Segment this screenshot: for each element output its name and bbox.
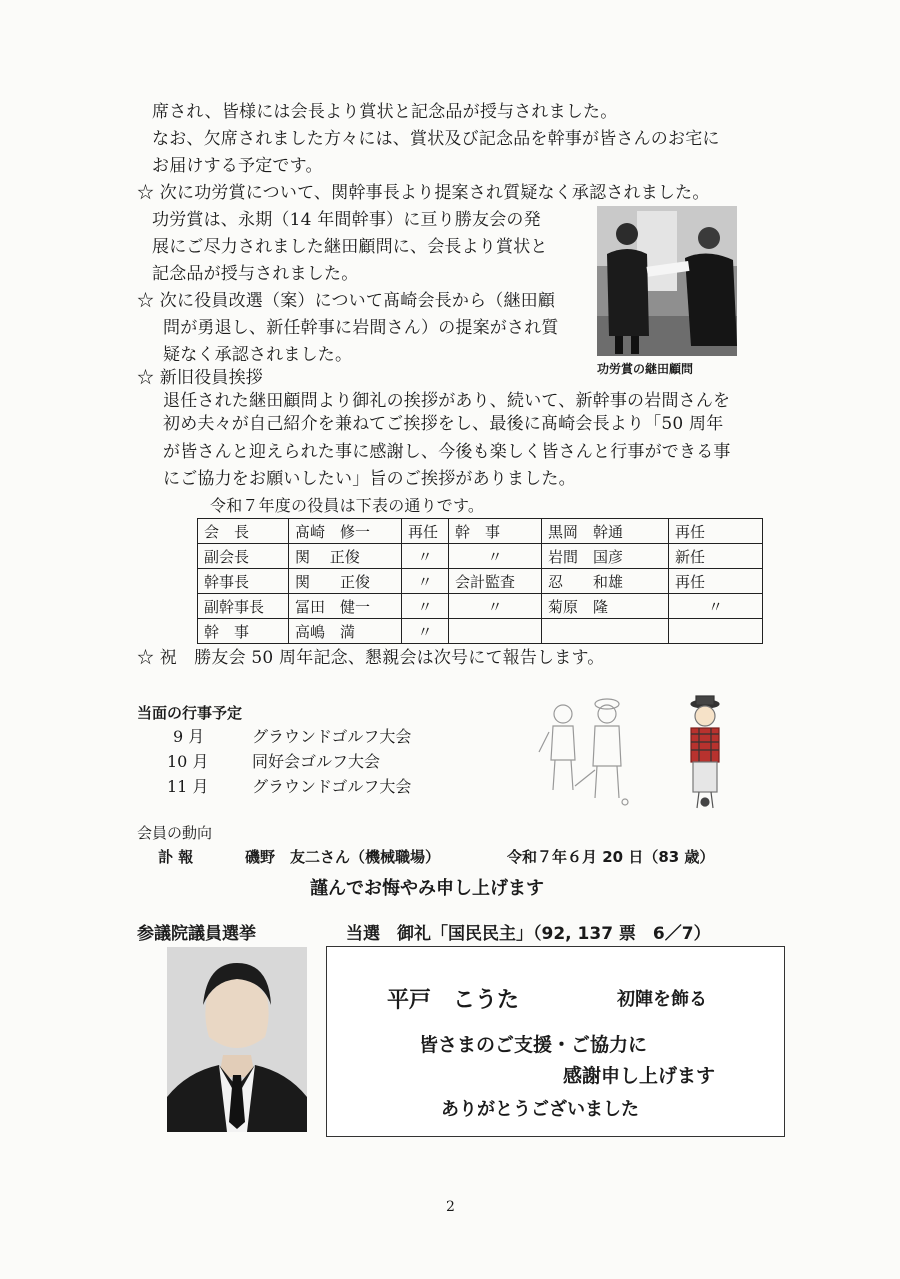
officer-cell: 関 正俊	[289, 544, 402, 569]
officer-cell: 会 長	[198, 519, 289, 544]
table-row	[198, 619, 763, 644]
award-ceremony-photo	[597, 206, 737, 356]
merit-line-2: 展にご尽力されました継田顧問に、会長より賞状と	[152, 237, 548, 257]
officer-cell: 幹事長	[198, 569, 289, 594]
greeting-heading: ☆ 新旧役員挨拶	[137, 368, 264, 388]
officer-cell: 幹 事	[449, 519, 542, 544]
officer-cell: 副幹事長	[198, 594, 289, 619]
officer-cell: 新任	[669, 544, 763, 569]
thanks-line-3: ありがとうございました	[441, 1099, 639, 1120]
obituary-label: 訃 報	[158, 848, 194, 866]
table-row	[198, 569, 763, 594]
officer-cell: 〃	[449, 594, 542, 619]
table-row	[198, 544, 763, 569]
obituary-name: 磯野 友二さん（機械職場）	[245, 848, 441, 866]
thanks-message-box	[326, 946, 785, 1137]
event-name: グラウンドゴルフ大会	[252, 727, 412, 746]
officer-cell: 再任	[669, 519, 763, 544]
event-month: 10 月	[167, 752, 209, 771]
greeting-line-2: 初め夫々が自己紹介を兼ねてご挨拶をし、最後に髙崎会長より「50 周年	[163, 414, 724, 434]
officers-table-intro: 令和７年度の役員は下表の通りです。	[210, 496, 485, 515]
greeting-line-4: にご協力をお願いしたい」旨のご挨拶がありました。	[163, 469, 576, 489]
merit-line-1: 功労賞は、永期（14 年間幹事）に亘り勝友会の発	[152, 210, 541, 230]
officer-cell: 冨田 健一	[289, 594, 402, 619]
officer-cell: 関 正俊	[289, 569, 402, 594]
first-run-label: 初陣を飾る	[617, 989, 707, 1010]
merit-heading: ☆ 次に功労賞について、関幹事長より提案され質疑なく承認されました。	[137, 183, 710, 203]
officer-cell: 〃	[669, 594, 763, 619]
event-month: 9 月	[173, 727, 205, 746]
golfers-illustration	[535, 690, 735, 815]
page-number: 2	[446, 1199, 455, 1215]
condolence-message: 謹んでお悔やみ申し上げます	[310, 878, 544, 899]
officer-cell: 〃	[402, 544, 449, 569]
officer-cell: 菊原 隆	[542, 594, 669, 619]
candidate-name: 平戸 こうた	[387, 988, 520, 1013]
obituary-date: 令和７年６月 20 日（83 歳）	[507, 848, 715, 866]
officer-cell: 再任	[402, 519, 449, 544]
election-line-2: 問が勇退し、新任幹事に岩間さん）の提案がされ質	[163, 318, 559, 338]
event-month: 11 月	[167, 777, 209, 796]
election-line-1: ☆ 次に役員改選（案）について髙崎会長から（継田顧	[137, 291, 556, 311]
officer-cell: 〃	[402, 619, 449, 644]
officer-cell	[449, 619, 542, 644]
officer-cell: 〃	[402, 594, 449, 619]
thanks-line-1: 皆さまのご支援・ご協力に	[419, 1034, 648, 1056]
intro-line-1: 席され、皆様には会長より賞状と記念品が授与されました。	[152, 102, 618, 122]
officer-cell: 黒岡 幹通	[542, 519, 669, 544]
members-heading: 会員の動向	[137, 824, 213, 842]
candidate-portrait	[167, 947, 307, 1132]
table-row	[198, 519, 763, 544]
officer-cell: 高嶋 満	[289, 619, 402, 644]
officer-cell: 〃	[449, 544, 542, 569]
officer-cell: 〃	[402, 569, 449, 594]
intro-line-2: なお、欠席されました方々には、賞状及び記念品を幹事が皆さんのお宅に	[152, 129, 720, 149]
greeting-line-1: 退任された継田顧問より御礼の挨拶があり、続いて、新幹事の岩間さんを	[163, 391, 731, 411]
officer-cell: 幹 事	[198, 619, 289, 644]
table-row	[198, 594, 763, 619]
intro-line-3: お届けする予定です。	[152, 156, 323, 176]
event-name: グラウンドゴルフ大会	[252, 777, 412, 796]
award-photo-caption: 功労賞の継田顧問	[597, 362, 694, 376]
anniversary-line: ☆ 祝 勝友会 50 周年記念、懇親会は次号にて報告します。	[137, 648, 605, 668]
election-line-3: 疑なく承認されました。	[163, 345, 353, 365]
thanks-line-2: 感謝申し上げます	[563, 1065, 716, 1087]
officer-cell: 岩間 国彦	[542, 544, 669, 569]
officer-cell: 副会長	[198, 544, 289, 569]
merit-line-3: 記念品が授与されました。	[152, 264, 359, 284]
officer-cell	[669, 619, 763, 644]
event-name: 同好会ゴルフ大会	[252, 752, 381, 771]
officers-table	[197, 518, 763, 644]
officer-cell: 会計監査	[449, 569, 542, 594]
officer-cell: 髙崎 修一	[289, 519, 402, 544]
officer-cell: 忍 和雄	[542, 569, 669, 594]
events-heading: 当面の行事予定	[137, 704, 243, 722]
election-result: 当選 御礼「国民民主」（92, 137 票 6／7）	[346, 924, 711, 944]
officer-cell	[542, 619, 669, 644]
greeting-line-3: が皆さんと迎えられた事に感謝し、今後も楽しく皆さんと行事ができる事	[163, 442, 731, 462]
election-title: 参議院議員選挙	[137, 924, 256, 944]
officer-cell: 再任	[669, 569, 763, 594]
